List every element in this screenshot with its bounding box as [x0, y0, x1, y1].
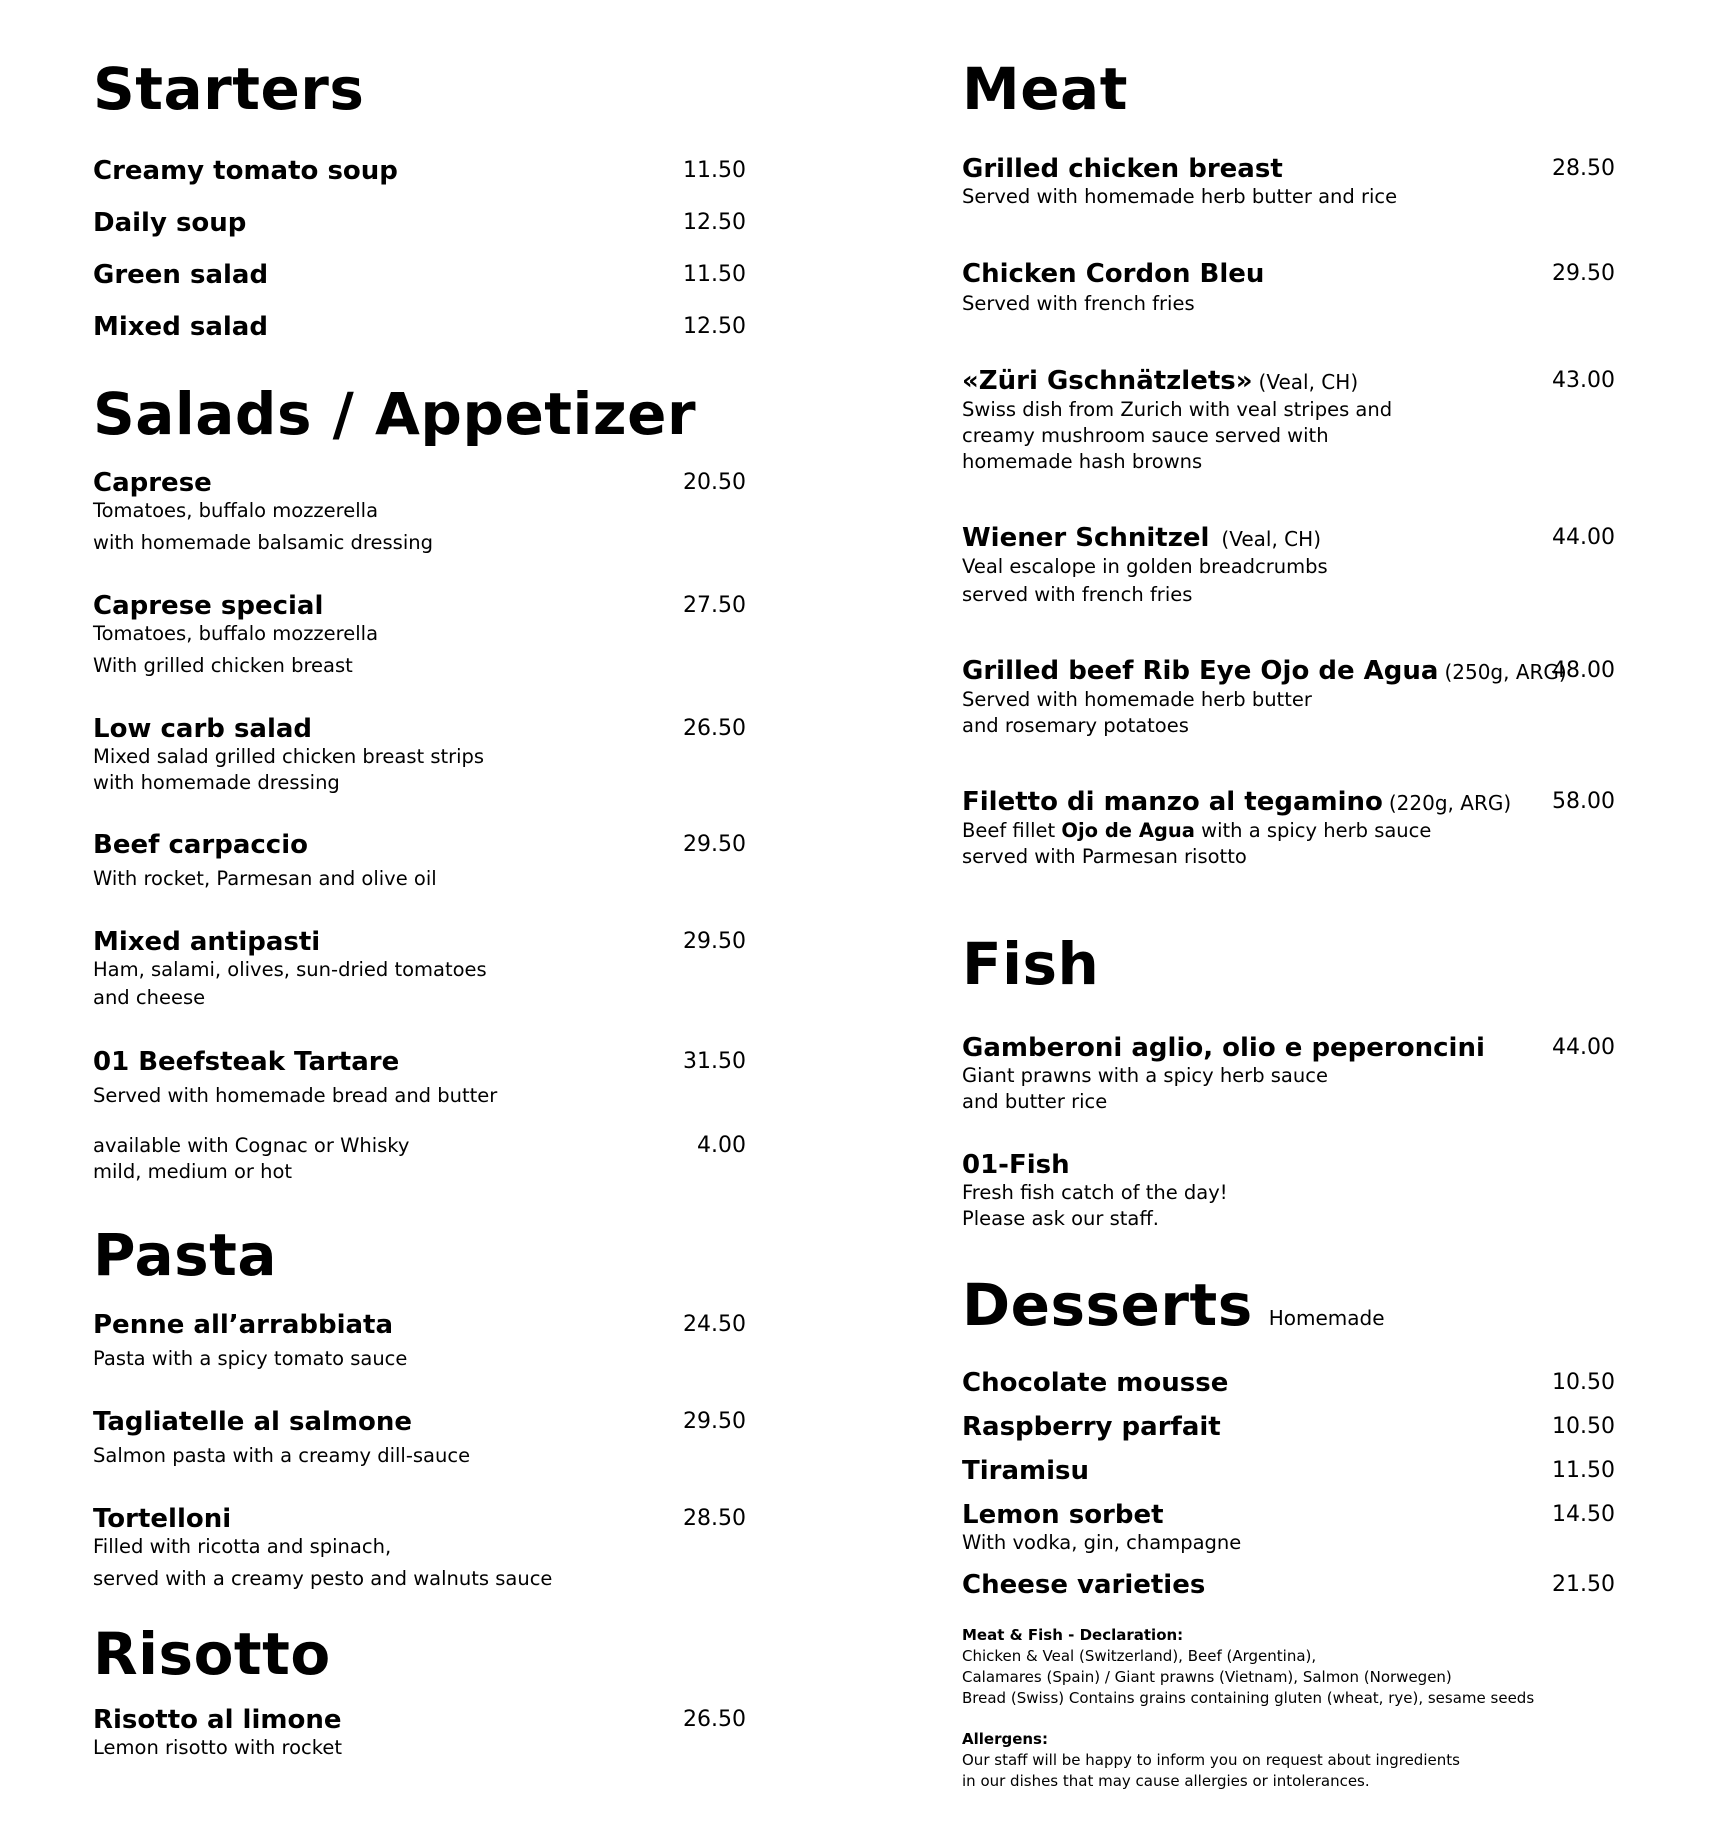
- menu-item: [93, 591, 746, 679]
- menu-item: [93, 468, 746, 556]
- item-description: Tomatoes, buffalo mozzerella: [93, 622, 379, 645]
- extra-description: available with Cognac or Whisky: [93, 1134, 410, 1157]
- item-name: Mixed salad: [93, 312, 268, 342]
- item-description: Lemon risotto with rocket: [93, 1736, 342, 1759]
- item-name: Risotto al limone: [93, 1705, 342, 1735]
- item-price: 11.50: [683, 158, 746, 183]
- item-description: Fresh fish catch of the day!: [962, 1181, 1228, 1204]
- item-description: creamy mushroom sauce served with: [962, 424, 1329, 447]
- menu-item: [93, 312, 746, 342]
- item-name: Chicken Cordon Bleu: [962, 259, 1265, 289]
- item-description: Ham, salami, olives, sun-dried tomatoes: [93, 958, 487, 981]
- item-name: Chocolate mousse: [962, 1368, 1229, 1398]
- item-description: Pasta with a spicy tomato sauce: [93, 1347, 408, 1370]
- item-price: 58.00: [1552, 789, 1615, 814]
- item-name: Creamy tomato soup: [93, 156, 398, 186]
- item-price: 29.50: [683, 929, 746, 954]
- item-description: With grilled chicken breast: [93, 654, 353, 677]
- allergens-line: in our dishes that may cause allergies or intolerances.: [962, 1772, 1370, 1790]
- menu-item: [93, 208, 746, 238]
- item-description: Swiss dish from Zurich with veal stripes and: [962, 398, 1393, 421]
- menu-item: [93, 1407, 746, 1469]
- item-description: Please ask our staff.: [962, 1207, 1159, 1230]
- item-price: 27.50: [683, 593, 746, 618]
- item-price: 10.50: [1552, 1414, 1615, 1439]
- item-description: With vodka, gin, champagne: [962, 1531, 1242, 1554]
- desc-part: with a spicy herb sauce: [1194, 819, 1432, 842]
- item-price: 44.00: [1552, 525, 1615, 550]
- menu-item: [93, 1504, 746, 1592]
- desserts-subtitle: Homemade: [1268, 1306, 1385, 1330]
- item-name: Grilled beef Rib Eye Ojo de Agua: [962, 656, 1439, 686]
- item-description: and butter rice: [962, 1090, 1108, 1113]
- menu-item: [962, 366, 1615, 475]
- menu-item: [93, 830, 746, 892]
- item-name: Caprese special: [93, 591, 324, 621]
- declaration-line: Bread (Swiss) Contains grains containing gluten (wheat, rye), sesame seeds: [962, 1689, 1535, 1707]
- item-price: 4.00: [697, 1133, 746, 1158]
- menu-item-extra: [93, 1133, 746, 1185]
- item-description: With rocket, Parmesan and olive oil: [93, 867, 437, 890]
- menu-item: [962, 1150, 1615, 1232]
- menu-item: [962, 1033, 1615, 1115]
- item-name: Lemon sorbet: [962, 1500, 1164, 1530]
- item-origin-note: (250g, ARG): [1444, 660, 1567, 684]
- item-name: Grilled chicken breast: [962, 154, 1283, 184]
- menu-item: [962, 787, 1615, 870]
- menu-item: [93, 1310, 746, 1372]
- item-price: 29.50: [683, 832, 746, 857]
- item-name: Beef carpaccio: [93, 830, 308, 860]
- item-price: 21.50: [1552, 1572, 1615, 1597]
- item-name: Tagliatelle al salmone: [93, 1407, 413, 1437]
- item-price: 44.00: [1552, 1035, 1615, 1060]
- item-description: and rosemary potatoes: [962, 714, 1189, 737]
- item-price: 28.50: [683, 1506, 746, 1531]
- item-price: 28.50: [1552, 156, 1615, 181]
- item-description: Served with homemade herb butter: [962, 688, 1312, 711]
- item-price: 48.00: [1552, 658, 1615, 683]
- menu-item: [93, 156, 746, 186]
- section-title-desserts-text: Desserts: [962, 1271, 1253, 1339]
- item-price: 20.50: [683, 470, 746, 495]
- item-name: Tiramisu: [962, 1456, 1090, 1486]
- item-name: 01 Beefsteak Tartare: [93, 1047, 400, 1077]
- item-price: 29.50: [1552, 261, 1615, 286]
- item-name: Caprese: [93, 468, 212, 498]
- item-price: 14.50: [1552, 1502, 1615, 1527]
- item-name: «Züri Gschnätzlets»: [962, 366, 1253, 396]
- menu-item: [93, 927, 746, 1011]
- item-description: Veal escalope in golden breadcrumbs: [962, 555, 1328, 578]
- item-origin-note: (Veal, CH): [1258, 370, 1359, 394]
- item-name: Penne all’arrabbiata: [93, 1310, 394, 1340]
- section-title-meat: Meat: [962, 55, 1128, 123]
- item-description: Served with homemade bread and butter: [93, 1084, 498, 1107]
- extra-description: mild, medium or hot: [93, 1160, 293, 1183]
- item-description: Salmon pasta with a creamy dill-sauce: [93, 1444, 471, 1467]
- menu-item: [93, 714, 746, 796]
- menu-item: [962, 154, 1615, 210]
- item-description: homemade hash browns: [962, 450, 1203, 473]
- item-description: Filled with ricotta and spinach,: [93, 1535, 392, 1558]
- item-name: Raspberry parfait: [962, 1412, 1221, 1442]
- item-origin-note: (Veal, CH): [1221, 527, 1321, 551]
- declaration-line: Calamares (Spain) / Giant prawns (Vietnam), Salmon (Norwegen): [962, 1668, 1452, 1686]
- section-title-desserts: [962, 1271, 1385, 1339]
- item-price: 29.50: [683, 1409, 746, 1434]
- item-name: Low carb salad: [93, 714, 313, 744]
- item-price: 31.50: [683, 1049, 746, 1074]
- menu-item: [93, 1705, 746, 1761]
- item-name: Filetto di manzo al tegamino: [962, 787, 1383, 817]
- item-name: Tortelloni: [93, 1504, 232, 1534]
- menu-item: [962, 1570, 1615, 1600]
- section-title-pasta: Pasta: [93, 1221, 277, 1289]
- item-description: Mixed salad grilled chicken breast strips: [93, 745, 485, 768]
- item-name: 01-Fish: [962, 1150, 1070, 1180]
- item-name: Gamberoni aglio, olio e peperoncini: [962, 1033, 1485, 1063]
- item-description: served with a creamy pesto and walnuts sauce: [93, 1567, 553, 1590]
- item-name: Green salad: [93, 260, 269, 290]
- item-price: 12.50: [683, 210, 746, 235]
- item-price: 26.50: [683, 716, 746, 741]
- item-price: 11.50: [683, 262, 746, 287]
- section-title-risotto: Risotto: [93, 1620, 331, 1688]
- allergens-line: Our staff will be happy to inform you on request about ingredients: [962, 1751, 1460, 1769]
- item-name: Mixed antipasti: [93, 927, 321, 957]
- item-price: 12.50: [683, 314, 746, 339]
- menu-item: [93, 260, 746, 290]
- section-title-fish: Fish: [962, 930, 1100, 998]
- declaration-line: Chicken & Veal (Switzerland), Beef (Argentina),: [962, 1647, 1317, 1665]
- menu-item: [962, 1500, 1615, 1556]
- item-description: Tomatoes, buffalo mozzerella: [93, 499, 379, 522]
- item-description: Served with homemade herb butter and rice: [962, 185, 1398, 208]
- menu-item: [962, 523, 1615, 608]
- declaration-block: [962, 1625, 1615, 1709]
- item-description: Served with french fries: [962, 292, 1195, 315]
- item-description: [962, 818, 1615, 844]
- menu-item: [962, 1412, 1615, 1442]
- item-price: 43.00: [1552, 368, 1615, 393]
- section-title-starters: Starters: [93, 55, 365, 123]
- item-price: 26.50: [683, 1707, 746, 1732]
- item-description: served with french fries: [962, 583, 1193, 606]
- item-origin-note: (220g, ARG): [1388, 791, 1512, 815]
- menu-item: [962, 1456, 1615, 1486]
- item-price: 10.50: [1552, 1370, 1615, 1395]
- desc-part: Beef fillet: [962, 819, 1062, 842]
- section-title-salads: Salads / Appetizer: [93, 380, 697, 448]
- item-description: with homemade dressing: [93, 771, 340, 794]
- menu-item: [93, 1047, 746, 1109]
- item-description: Giant prawns with a spicy herb sauce: [962, 1064, 1328, 1087]
- menu-item: [962, 259, 1615, 317]
- item-name: Wiener Schnitzel: [962, 523, 1210, 553]
- desc-part-bold: Ojo de Agua: [1061, 819, 1195, 842]
- item-description: with homemade balsamic dressing: [93, 531, 433, 554]
- menu-item: [962, 1368, 1615, 1398]
- allergens-block: [962, 1729, 1615, 1792]
- allergens-title: Allergens:: [962, 1730, 1048, 1748]
- declaration-title: Meat & Fish - Declaration:: [962, 1626, 1184, 1644]
- item-price: 11.50: [1552, 1458, 1615, 1483]
- item-description: and cheese: [93, 986, 206, 1009]
- item-name: Cheese varieties: [962, 1570, 1206, 1600]
- item-name: Daily soup: [93, 208, 247, 238]
- menu-item: [962, 656, 1615, 739]
- item-description: served with Parmesan risotto: [962, 845, 1247, 868]
- item-price: 24.50: [683, 1312, 746, 1337]
